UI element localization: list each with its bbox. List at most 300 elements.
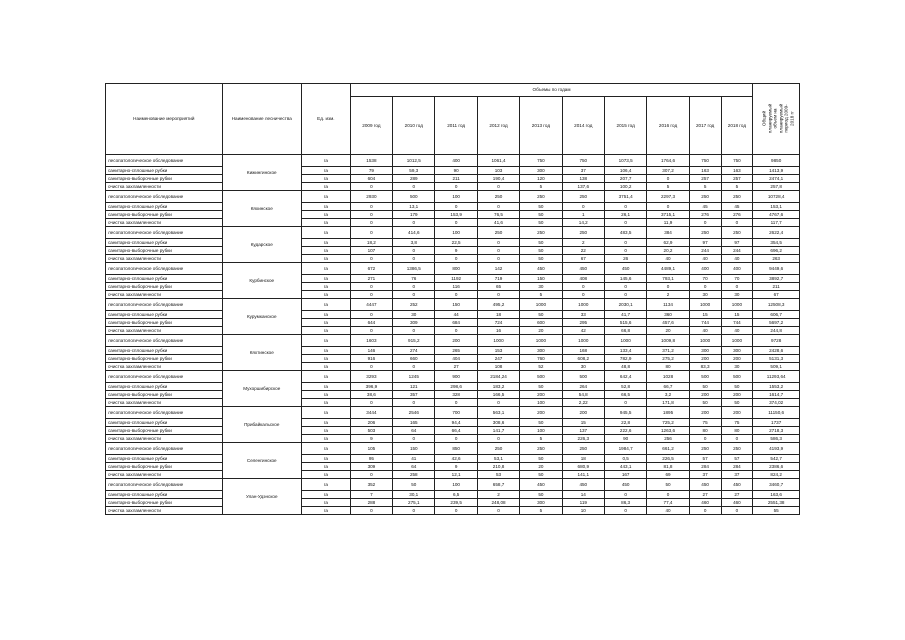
activity-name: лесопатологическое обследование bbox=[106, 371, 223, 383]
year-value-cell: 27 bbox=[689, 491, 721, 499]
year-value-cell: 66,5 bbox=[604, 391, 646, 399]
year-value-cell: 0 bbox=[477, 291, 519, 299]
year-value-cell: 400 bbox=[721, 263, 753, 275]
year-value-cell: 22,5 bbox=[435, 239, 477, 247]
year-value-cell: 0,5 bbox=[604, 455, 646, 463]
unit-cell: га bbox=[301, 371, 350, 383]
activity-name: санитарно-сплошные рубки bbox=[106, 491, 223, 499]
year-value-cell: 0 bbox=[689, 219, 721, 227]
year-value-cell: 57 bbox=[689, 455, 721, 463]
year-value-cell: 604 bbox=[350, 175, 392, 183]
header-total-text: Общий планируемый объем на планируемый период 2009- 2018 гг bbox=[761, 104, 795, 134]
header-total bbox=[753, 84, 800, 155]
year-value-cell: 14 bbox=[562, 491, 604, 499]
year-value-cell: 250 bbox=[520, 227, 562, 239]
year-value-cell: 20 bbox=[520, 327, 562, 335]
year-value-cell: 94,4 bbox=[435, 419, 477, 427]
year-value-cell: 0 bbox=[393, 327, 435, 335]
year-value-cell: 0 bbox=[647, 283, 689, 291]
header-unit: Ед. изм. bbox=[301, 84, 350, 155]
year-value-cell: 1245 bbox=[393, 371, 435, 383]
year-value-cell: 916 bbox=[350, 355, 392, 363]
header-year: 2011 год bbox=[435, 97, 477, 155]
year-value-cell: 69 bbox=[647, 471, 689, 479]
year-value-cell: 18,2 bbox=[350, 239, 392, 247]
unit-cell: га bbox=[301, 347, 350, 355]
year-value-cell: 460 bbox=[721, 499, 753, 507]
activity-name: санитарно-выборочные рубки bbox=[106, 319, 223, 327]
year-value-cell: 37 bbox=[689, 471, 721, 479]
year-value-cell: 0 bbox=[477, 247, 519, 255]
year-value-cell: 661,2 bbox=[647, 443, 689, 455]
year-value-cell: 77,4 bbox=[647, 499, 689, 507]
year-value-cell: 0 bbox=[477, 255, 519, 263]
year-value-cell: 450 bbox=[520, 263, 562, 275]
header-year: 2009 год bbox=[350, 97, 392, 155]
year-value-cell: 146 bbox=[350, 347, 392, 355]
table-body bbox=[106, 155, 800, 515]
year-value-cell: 30 bbox=[721, 363, 753, 371]
table-row bbox=[106, 491, 800, 499]
year-value-cell: 45 bbox=[689, 203, 721, 211]
activity-name: очистка захламленности bbox=[106, 435, 223, 443]
activity-name: санитарно-выборочные рубки bbox=[106, 283, 223, 291]
year-value-cell: 250 bbox=[520, 443, 562, 455]
year-value-cell: 65 bbox=[477, 283, 519, 291]
year-value-cell: 5 bbox=[647, 183, 689, 191]
year-value-cell: 3293 bbox=[350, 371, 392, 383]
year-value-cell: 80 bbox=[721, 427, 753, 435]
year-value-cell: 2 bbox=[647, 291, 689, 299]
year-value-cell: 0 bbox=[435, 255, 477, 263]
year-value-cell: 2 bbox=[562, 239, 604, 247]
year-value-cell: 0 bbox=[350, 291, 392, 299]
year-value-cell: 0 bbox=[477, 203, 519, 211]
year-value-cell: 0 bbox=[350, 311, 392, 319]
year-value-cell: 165 bbox=[393, 419, 435, 427]
total-cell: 4767,6 bbox=[753, 211, 800, 219]
year-value-cell: 40 bbox=[721, 327, 753, 335]
year-value-cell: 503 bbox=[350, 427, 392, 435]
year-value-cell: 37 bbox=[562, 167, 604, 175]
year-value-cell: 40 bbox=[647, 507, 689, 515]
year-value-cell: 300 bbox=[520, 499, 562, 507]
activity-name: очистка захламленности bbox=[106, 291, 223, 299]
year-value-cell: 3,2 bbox=[647, 391, 689, 399]
unit-cell: га bbox=[301, 335, 350, 347]
table-row bbox=[106, 263, 800, 275]
year-value-cell: 2184,24 bbox=[477, 371, 519, 383]
year-value-cell: 284 bbox=[721, 463, 753, 471]
table-row bbox=[106, 239, 800, 247]
year-value-cell: 95 bbox=[350, 455, 392, 463]
activity-name: лесопатологическое обследование bbox=[106, 299, 223, 311]
unit-cell: га bbox=[301, 275, 350, 283]
year-value-cell: 5 bbox=[520, 183, 562, 191]
activity-name: лесопатологическое обследование bbox=[106, 335, 223, 347]
year-value-cell: 0 bbox=[435, 183, 477, 191]
year-value-cell: 207,7 bbox=[604, 175, 646, 183]
year-value-cell: 70 bbox=[689, 275, 721, 283]
year-value-cell: 1000 bbox=[604, 335, 646, 347]
unit-cell: га bbox=[301, 291, 350, 299]
year-value-cell: 3444 bbox=[350, 407, 392, 419]
header-year: 2014 год bbox=[562, 97, 604, 155]
year-value-cell: 26 bbox=[604, 255, 646, 263]
total-cell: 5697,2 bbox=[753, 319, 800, 327]
year-value-cell: 0 bbox=[393, 291, 435, 299]
year-value-cell: 50 bbox=[520, 203, 562, 211]
total-cell: 153,1 bbox=[753, 203, 800, 211]
year-value-cell: 50 bbox=[520, 311, 562, 319]
total-cell: 3460,7 bbox=[753, 479, 800, 491]
year-value-cell: 200 bbox=[435, 335, 477, 347]
year-value-cell: 15 bbox=[562, 419, 604, 427]
year-value-cell: 782,9 bbox=[604, 355, 646, 363]
total-cell: 211 bbox=[753, 283, 800, 291]
year-value-cell: 15 bbox=[689, 311, 721, 319]
year-value-cell: 200 bbox=[721, 355, 753, 363]
table-row bbox=[106, 291, 800, 299]
year-value-cell: 0 bbox=[604, 399, 646, 407]
year-value-cell: 250 bbox=[689, 191, 721, 203]
activity-name: лесопатологическое обследование bbox=[106, 443, 223, 455]
year-value-cell: 57 bbox=[721, 455, 753, 463]
year-value-cell: 248,08 bbox=[477, 499, 519, 507]
activity-name: лесопатологическое обследование bbox=[106, 263, 223, 275]
year-value-cell: 257 bbox=[721, 175, 753, 183]
year-value-cell: 284 bbox=[689, 463, 721, 471]
year-value-cell: 142 bbox=[477, 263, 519, 275]
year-value-cell: 500 bbox=[721, 371, 753, 383]
activity-name: санитарно-сплошные рубки bbox=[106, 203, 223, 211]
year-value-cell: 250 bbox=[477, 227, 519, 239]
year-value-cell: 257 bbox=[689, 175, 721, 183]
year-value-cell: 137,6 bbox=[562, 183, 604, 191]
total-cell: 2386,6 bbox=[753, 463, 800, 471]
year-value-cell: 200 bbox=[721, 391, 753, 399]
unit-cell: га bbox=[301, 311, 350, 319]
year-value-cell: 0 bbox=[393, 399, 435, 407]
year-value-cell: 244 bbox=[689, 247, 721, 255]
table-row bbox=[106, 335, 800, 347]
year-value-cell: 295 bbox=[562, 319, 604, 327]
unit-cell: га bbox=[301, 203, 350, 211]
year-value-cell: 100 bbox=[435, 479, 477, 491]
year-value-cell: 40 bbox=[689, 327, 721, 335]
year-value-cell: 62,9 bbox=[647, 239, 689, 247]
activity-name: санитарно-сплошные рубки bbox=[106, 347, 223, 355]
year-value-cell: 45 bbox=[721, 203, 753, 211]
year-value-cell: 53,1 bbox=[477, 455, 519, 463]
total-cell: 1614,7 bbox=[753, 391, 800, 399]
year-value-cell: 0 bbox=[647, 175, 689, 183]
year-value-cell: 300 bbox=[721, 347, 753, 355]
year-value-cell: 1000 bbox=[689, 335, 721, 347]
year-value-cell: 309 bbox=[393, 319, 435, 327]
year-value-cell: 153 bbox=[477, 347, 519, 355]
year-value-cell: 2030,1 bbox=[604, 299, 646, 311]
year-value-cell: 50 bbox=[721, 399, 753, 407]
unit-cell: га bbox=[301, 211, 350, 219]
year-value-cell: 244 bbox=[721, 247, 753, 255]
forestry-name: Кижингинское bbox=[222, 155, 301, 191]
year-value-cell: 0 bbox=[393, 363, 435, 371]
year-value-cell: 0 bbox=[350, 283, 392, 291]
table-row bbox=[106, 383, 800, 391]
year-value-cell: 30,1 bbox=[393, 491, 435, 499]
year-value-cell: 945,5 bbox=[604, 407, 646, 419]
activity-name: лесопатологическое обследование bbox=[106, 479, 223, 491]
year-value-cell: 42,6 bbox=[435, 455, 477, 463]
year-value-cell: 308,6 bbox=[477, 419, 519, 427]
year-value-cell: 53 bbox=[477, 471, 519, 479]
year-value-cell: 250 bbox=[689, 227, 721, 239]
year-value-cell: 800 bbox=[435, 263, 477, 275]
total-cell: 4193,9 bbox=[753, 443, 800, 455]
year-value-cell: 50 bbox=[520, 491, 562, 499]
year-value-cell: 121 bbox=[393, 383, 435, 391]
year-value-cell: 222,6 bbox=[604, 427, 646, 435]
year-value-cell: 133,4 bbox=[604, 347, 646, 355]
activity-name: санитарно-сплошные рубки bbox=[106, 419, 223, 427]
total-cell: 2474,1 bbox=[753, 175, 800, 183]
year-value-cell: 0 bbox=[604, 507, 646, 515]
unit-cell: га bbox=[301, 191, 350, 203]
table-row bbox=[106, 355, 800, 363]
unit-cell: га bbox=[301, 479, 350, 491]
year-value-cell: 1134 bbox=[647, 299, 689, 311]
year-value-cell: 274 bbox=[393, 347, 435, 355]
year-value-cell: 10 bbox=[562, 507, 604, 515]
year-value-cell: 20,2 bbox=[647, 247, 689, 255]
year-value-cell: 41,7 bbox=[604, 311, 646, 319]
table-row bbox=[106, 399, 800, 407]
year-value-cell: 80 bbox=[647, 363, 689, 371]
year-value-cell: 79 bbox=[350, 167, 392, 175]
activity-name: санитарно-выборочные рубки bbox=[106, 211, 223, 219]
unit-cell: га bbox=[301, 499, 350, 507]
year-value-cell: 20 bbox=[647, 327, 689, 335]
year-value-cell: 700 bbox=[435, 407, 477, 419]
year-value-cell: 450 bbox=[562, 263, 604, 275]
year-value-cell: 150 bbox=[435, 299, 477, 311]
year-value-cell: 70 bbox=[721, 275, 753, 283]
year-value-cell: 0 bbox=[477, 435, 519, 443]
year-value-cell: 1061,4 bbox=[477, 155, 519, 167]
year-value-cell: 1000 bbox=[562, 335, 604, 347]
year-value-cell: 288 bbox=[350, 499, 392, 507]
total-cell: 374,02 bbox=[753, 399, 800, 407]
year-value-cell: 0 bbox=[350, 219, 392, 227]
activity-name: очистка захламленности bbox=[106, 183, 223, 191]
forestry-name: Улан-Удэнское bbox=[222, 479, 301, 515]
year-value-cell: 18 bbox=[477, 311, 519, 319]
forestry-name: Кяхинское bbox=[222, 191, 301, 227]
year-value-cell: 256 bbox=[647, 435, 689, 443]
year-value-cell: 1000 bbox=[477, 335, 519, 347]
year-value-cell: 200 bbox=[689, 407, 721, 419]
year-value-cell: 27 bbox=[435, 363, 477, 371]
year-value-cell: 642,4 bbox=[604, 371, 646, 383]
year-value-cell: 563,1 bbox=[477, 407, 519, 419]
year-value-cell: 0 bbox=[435, 399, 477, 407]
year-value-cell: 0 bbox=[435, 219, 477, 227]
total-cell: 10728,4 bbox=[753, 191, 800, 203]
activity-name: санитарно-сплошные рубки bbox=[106, 383, 223, 391]
year-value-cell: 265 bbox=[435, 347, 477, 355]
year-value-cell: 600 bbox=[520, 319, 562, 327]
year-value-cell: 0 bbox=[477, 239, 519, 247]
total-cell: 244,8 bbox=[753, 327, 800, 335]
year-value-cell: 644 bbox=[350, 319, 392, 327]
year-value-cell: 0 bbox=[604, 203, 646, 211]
year-value-cell: 258 bbox=[393, 471, 435, 479]
total-cell: 12508,3 bbox=[753, 299, 800, 311]
year-value-cell: 1000 bbox=[721, 335, 753, 347]
year-value-cell: 100 bbox=[520, 427, 562, 435]
year-value-cell: 793,1 bbox=[647, 275, 689, 283]
year-value-cell: 2546 bbox=[393, 407, 435, 419]
total-cell: 696,2 bbox=[753, 247, 800, 255]
year-value-cell: 200 bbox=[721, 407, 753, 419]
year-value-cell: 116 bbox=[435, 283, 477, 291]
year-value-cell: 30 bbox=[520, 283, 562, 291]
unit-cell: га bbox=[301, 363, 350, 371]
year-value-cell: 0 bbox=[604, 247, 646, 255]
year-value-cell: 250 bbox=[689, 443, 721, 455]
year-value-cell: 163 bbox=[721, 167, 753, 175]
year-value-cell: 18 bbox=[562, 455, 604, 463]
year-value-cell: 100 bbox=[435, 227, 477, 239]
year-value-cell: 0 bbox=[647, 491, 689, 499]
year-value-cell: 7 bbox=[350, 491, 392, 499]
year-value-cell: 105 bbox=[350, 443, 392, 455]
year-value-cell: 276 bbox=[689, 211, 721, 219]
year-value-cell: 16 bbox=[477, 327, 519, 335]
year-value-cell: 328 bbox=[435, 391, 477, 399]
year-value-cell: 0 bbox=[477, 183, 519, 191]
year-value-cell: 40 bbox=[689, 255, 721, 263]
year-value-cell: 50 bbox=[520, 211, 562, 219]
year-value-cell: 9 bbox=[435, 247, 477, 255]
table-row bbox=[106, 191, 800, 203]
year-value-cell: 5 bbox=[721, 183, 753, 191]
year-value-cell: 141,7 bbox=[477, 427, 519, 435]
year-value-cell: 200 bbox=[520, 391, 562, 399]
year-value-cell: 81,8 bbox=[647, 463, 689, 471]
year-value-cell: 20 bbox=[520, 463, 562, 471]
year-value-cell: 33 bbox=[562, 311, 604, 319]
year-value-cell: 1000 bbox=[520, 299, 562, 311]
total-cell: 1413,9 bbox=[753, 167, 800, 175]
year-value-cell: 3715,1 bbox=[647, 211, 689, 219]
header-year: 2015 год bbox=[604, 97, 646, 155]
activity-name: очистка захламленности bbox=[106, 327, 223, 335]
total-cell: 586,3 bbox=[753, 435, 800, 443]
total-cell: 542,7 bbox=[753, 455, 800, 463]
year-value-cell: 171,8 bbox=[647, 399, 689, 407]
total-cell: 11150,6 bbox=[753, 407, 800, 419]
year-value-cell: 200 bbox=[689, 391, 721, 399]
year-value-cell: 52,8 bbox=[604, 383, 646, 391]
year-value-cell: 1000 bbox=[562, 299, 604, 311]
year-value-cell: 80 bbox=[689, 427, 721, 435]
year-value-cell: 0 bbox=[562, 291, 604, 299]
year-value-cell: 250 bbox=[477, 191, 519, 203]
year-value-cell: 371,2 bbox=[647, 347, 689, 355]
year-value-cell: 658,7 bbox=[477, 479, 519, 491]
header-forestry: Наименование лесничества bbox=[222, 84, 301, 155]
table-row bbox=[106, 155, 800, 167]
year-value-cell: 250 bbox=[721, 191, 753, 203]
year-value-cell: 50 bbox=[520, 383, 562, 391]
unit-cell: га bbox=[301, 435, 350, 443]
header-year: 2010 год bbox=[393, 97, 435, 155]
year-value-cell: 750 bbox=[721, 155, 753, 167]
forestry-name: Прибайкальское bbox=[222, 407, 301, 443]
year-value-cell: 0 bbox=[435, 203, 477, 211]
year-value-cell: 200 bbox=[520, 407, 562, 419]
year-value-cell: 210,8 bbox=[477, 463, 519, 471]
unit-cell: га bbox=[301, 419, 350, 427]
year-value-cell: 5 bbox=[520, 507, 562, 515]
year-value-cell: 460 bbox=[689, 499, 721, 507]
year-value-cell: 1984,7 bbox=[604, 443, 646, 455]
year-value-cell: 1000 bbox=[520, 335, 562, 347]
year-value-cell: 50 bbox=[689, 399, 721, 407]
year-value-cell: 37 bbox=[721, 471, 753, 479]
year-value-cell: 26,1 bbox=[604, 211, 646, 219]
year-value-cell: 66,7 bbox=[647, 383, 689, 391]
activity-name: лесопатологическое обследование bbox=[106, 155, 223, 167]
year-value-cell: 396,9 bbox=[350, 383, 392, 391]
year-value-cell: 0 bbox=[477, 399, 519, 407]
year-value-cell: 298,6 bbox=[435, 383, 477, 391]
year-value-cell: 1263,6 bbox=[647, 427, 689, 435]
activity-name: санитарно-выборочные рубки bbox=[106, 391, 223, 399]
forestry-volumes-table bbox=[105, 83, 800, 515]
year-value-cell: 450 bbox=[520, 479, 562, 491]
year-value-cell: 67 bbox=[562, 255, 604, 263]
activity-name: санитарно-сплошные рубки bbox=[106, 239, 223, 247]
year-value-cell: 0 bbox=[350, 399, 392, 407]
table-row bbox=[106, 311, 800, 319]
total-cell: 117,7 bbox=[753, 219, 800, 227]
total-cell: 67 bbox=[753, 291, 800, 299]
table-row bbox=[106, 427, 800, 435]
total-cell: 2428,6 bbox=[753, 347, 800, 355]
year-value-cell: 3751,4 bbox=[604, 191, 646, 203]
year-value-cell: 100 bbox=[520, 399, 562, 407]
year-value-cell: 0 bbox=[350, 507, 392, 515]
unit-cell: га bbox=[301, 167, 350, 175]
activity-name: санитарно-сплошные рубки bbox=[106, 167, 223, 175]
year-value-cell: 50 bbox=[520, 239, 562, 247]
year-value-cell: 725,2 bbox=[647, 419, 689, 427]
year-value-cell: 50 bbox=[721, 383, 753, 391]
unit-cell: га bbox=[301, 471, 350, 479]
unit-cell: га bbox=[301, 491, 350, 499]
year-value-cell: 48,8 bbox=[604, 363, 646, 371]
year-value-cell: 250 bbox=[562, 443, 604, 455]
total-cell: 55 bbox=[753, 507, 800, 515]
year-value-cell: 404 bbox=[435, 355, 477, 363]
year-value-cell: 760 bbox=[520, 355, 562, 363]
year-value-cell: 5 bbox=[689, 183, 721, 191]
year-value-cell: 0 bbox=[721, 283, 753, 291]
year-value-cell: 50 bbox=[647, 479, 689, 491]
